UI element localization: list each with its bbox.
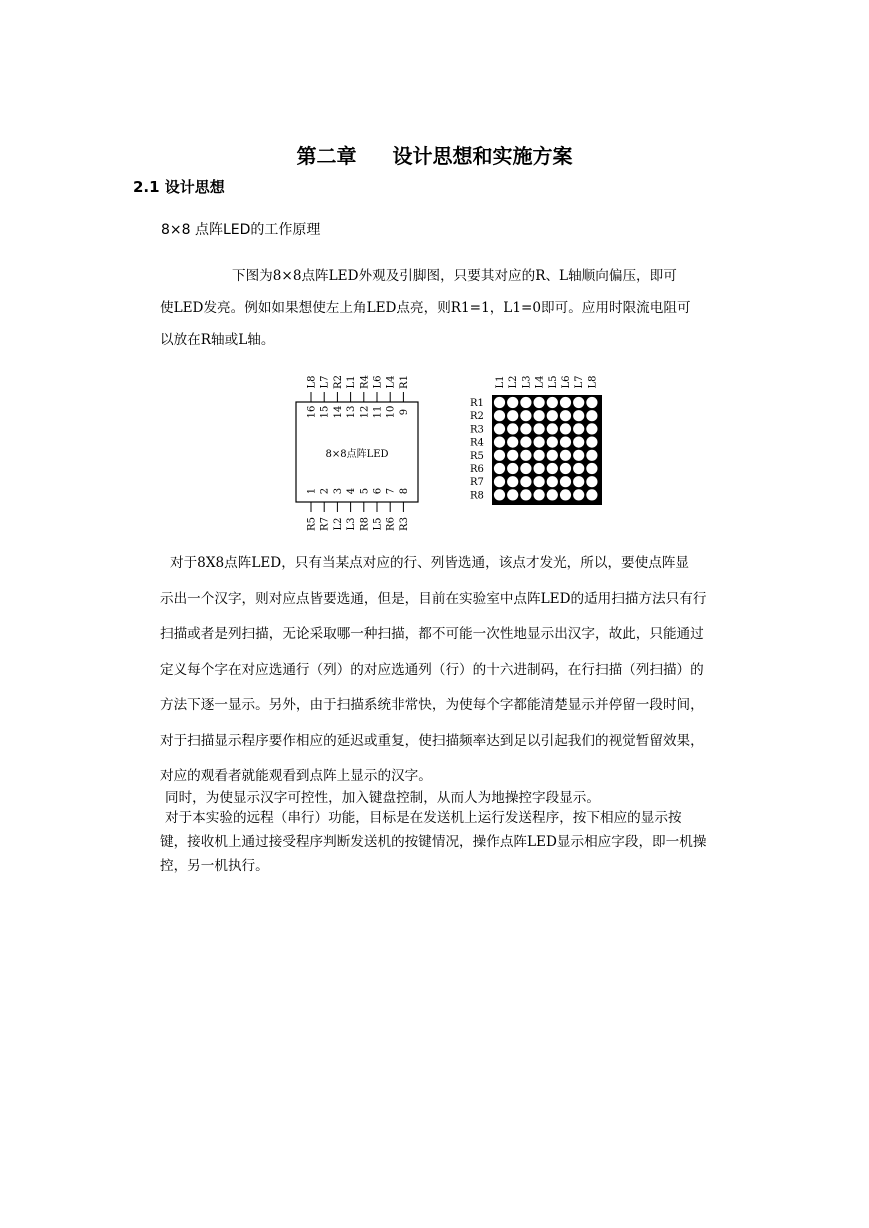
led-dot <box>573 476 584 487</box>
led-dot <box>547 437 558 448</box>
led-dot <box>586 489 597 500</box>
led-dot <box>494 489 505 500</box>
paragraph-line: 对于扫描显示程序要作相应的延迟或重复，使扫描频率达到足以引起我们的视觉暂留效果， <box>160 732 704 749</box>
matrix-row-label: R6 <box>470 464 484 475</box>
matrix-row-label: R2 <box>470 411 484 423</box>
led-dot <box>507 437 518 448</box>
led-dot <box>507 423 518 434</box>
led-dot <box>573 423 584 434</box>
paragraph-line: 键，接收机上通过接受程序判断发送机的按键情况，操作点阵LED显示相应字段，即一机操 <box>160 834 707 850</box>
matrix-column-label: L4 <box>534 375 546 389</box>
led-dot <box>507 489 518 500</box>
matrix-column-label: L8 <box>587 375 599 389</box>
package-label: 8×8点阵LED <box>325 449 389 460</box>
led-dot <box>520 450 531 461</box>
pin-label: L2 <box>332 517 344 531</box>
led-dot <box>547 397 558 408</box>
matrix-column-label: L5 <box>547 375 559 389</box>
led-dot <box>560 450 571 461</box>
led-dot <box>547 463 558 474</box>
led-dot <box>520 489 531 500</box>
paragraph-line: 控，另一机执行。 <box>160 858 269 874</box>
pin-number: 8 <box>398 487 410 495</box>
matrix-column-label: L1 <box>495 375 506 389</box>
paragraph-line: 示出一个汉字，则对应点皆要选通，但是，目前在实验室中点阵LED的适用扫描方法只有行 <box>160 590 707 607</box>
pin-label: L8 <box>306 375 318 389</box>
led-dot <box>494 410 505 421</box>
led-dot <box>494 450 505 461</box>
pin-number: 6 <box>372 487 384 495</box>
pin-label: L1 <box>346 375 358 389</box>
paragraph-line: 下图为8×8点阵LED外观及引脚图，只要其对应的R、L轴顺向偏压，即可 <box>232 268 677 284</box>
led-dot <box>560 397 571 408</box>
pin-label: L3 <box>346 517 358 531</box>
pin-number: 4 <box>346 487 358 495</box>
led-dot <box>507 476 518 487</box>
subsection-title: 8×8 点阵LED的工作原理 <box>161 222 321 238</box>
pin-number: 9 <box>398 408 410 416</box>
led-dot <box>534 437 545 448</box>
led-dot <box>586 476 597 487</box>
led-dot <box>573 489 584 500</box>
led-dot <box>586 410 597 421</box>
led-dot <box>534 423 545 434</box>
led-dot <box>494 423 505 434</box>
pin-number: 3 <box>332 487 344 495</box>
pin-label: R3 <box>398 517 410 531</box>
led-dot <box>560 437 571 448</box>
paragraph-scanning <box>160 546 740 795</box>
matrix-column-label: L6 <box>561 375 572 389</box>
paragraph-line: 使LED发亮。例如如果想使左上角LED点亮，则R1=1，L1=0即可。应用时限流电阻可 <box>160 300 691 316</box>
paragraph-line: 方法下逐一显示。另外，由于扫描系统非常快，为使每个字都能清楚显示并停留一段时间， <box>160 697 704 713</box>
led-dot <box>520 423 531 434</box>
pin-number: 7 <box>385 487 397 495</box>
matrix-row-label: R1 <box>470 398 484 409</box>
led-dot <box>586 450 597 461</box>
pin-label: R2 <box>332 375 344 389</box>
led-dot <box>560 463 571 474</box>
led-matrix-figure <box>0 0 869 540</box>
led-dot <box>534 410 545 421</box>
paragraph-line: 对应的观看者就能观看到点阵上显示的汉字。 <box>160 768 432 784</box>
matrix-column-labels <box>495 375 598 388</box>
led-dot <box>520 463 531 474</box>
led-dot <box>586 437 597 448</box>
pin-number: 15 <box>319 405 331 419</box>
led-dot <box>560 476 571 487</box>
led-dot <box>494 463 505 474</box>
led-dot <box>520 410 531 421</box>
pin-number: 12 <box>359 405 371 419</box>
matrix-row-label: R7 <box>470 477 484 489</box>
matrix-column-label: L7 <box>574 375 586 389</box>
chapter-number: 第二章 <box>296 144 357 168</box>
led-dot <box>507 463 518 474</box>
led-dot <box>573 397 584 408</box>
pin-label: L7 <box>319 375 331 389</box>
pin-number: 11 <box>372 405 384 419</box>
led-dot <box>547 476 558 487</box>
pin-number: 13 <box>346 405 358 419</box>
led-dot <box>494 476 505 487</box>
led-dot <box>507 450 518 461</box>
led-dot <box>560 489 571 500</box>
led-dot <box>534 489 545 500</box>
pin-number: 2 <box>319 487 331 495</box>
led-dot <box>534 397 545 408</box>
led-dot <box>520 397 531 408</box>
pin-label: L5 <box>372 517 384 531</box>
pin-number: 10 <box>385 405 397 419</box>
pin-number: 1 <box>306 487 318 495</box>
paragraph-line: 同时，为使显示汉字可控性，加入键盘控制，从而人为地操控字段显示。 <box>165 790 600 806</box>
pin-label: R1 <box>398 375 410 389</box>
pin-label: R6 <box>385 517 397 531</box>
matrix-row-label: R5 <box>470 450 484 462</box>
led-dot <box>573 410 584 421</box>
led-dot <box>494 437 505 448</box>
pin-number: 5 <box>359 487 371 495</box>
pin-label: R8 <box>359 517 371 531</box>
led-dot <box>547 410 558 421</box>
pin-number: 14 <box>332 405 344 419</box>
matrix-background <box>492 395 602 505</box>
pin-number: 16 <box>306 405 318 419</box>
led-dot <box>507 410 518 421</box>
led-dot <box>560 423 571 434</box>
paragraph-line: 对于本实验的远程（串行）功能，目标是在发送机上运行发送程序，按下相应的显示按 <box>165 810 682 826</box>
chapter-name: 设计思想和实施方案 <box>392 144 573 168</box>
matrix-row-label: R4 <box>470 437 484 449</box>
led-dot <box>586 463 597 474</box>
led-dot <box>586 397 597 408</box>
pin-label: L4 <box>385 375 397 389</box>
paragraph-remote <box>160 806 740 878</box>
matrix-column-label: L2 <box>508 375 520 389</box>
pin-label: R4 <box>359 375 371 389</box>
led-dot <box>547 423 558 434</box>
matrix-column-label: L3 <box>521 375 533 389</box>
matrix-row-label: R3 <box>470 424 484 436</box>
paragraph-line: 扫描或者是列扫描，无论采取哪一种扫描，都不可能一次性地显示出汉字，故此，只能通过 <box>160 626 704 642</box>
paragraph-line: 对于8X8点阵LED，只有当某点对应的行、列皆选通，该点才发光，所以，要使点阵显 <box>170 555 690 571</box>
led-dot <box>534 476 545 487</box>
led-dot <box>560 410 571 421</box>
matrix-row-label: R8 <box>470 490 484 502</box>
led-dot <box>586 423 597 434</box>
section-title: 2.1 设计思想 <box>133 178 225 196</box>
paragraph-line: 以放在R轴或L轴。 <box>160 332 275 348</box>
led-dot <box>520 437 531 448</box>
led-dot <box>547 450 558 461</box>
led-dot <box>573 463 584 474</box>
pin-label: R5 <box>306 517 318 531</box>
led-dot <box>494 397 505 408</box>
pin-label: R7 <box>319 517 331 531</box>
matrix-row-labels <box>470 398 484 501</box>
led-dot <box>507 397 518 408</box>
led-dot <box>547 489 558 500</box>
led-dot <box>534 450 545 461</box>
led-dot <box>573 450 584 461</box>
led-dot <box>534 463 545 474</box>
led-dot <box>573 437 584 448</box>
paragraph-line: 定义每个字在对应选通行（列）的对应选通列（行）的十六进制码，在行扫描（列扫描）的 <box>160 661 704 678</box>
led-dot <box>520 476 531 487</box>
pin-label: L6 <box>372 375 384 389</box>
